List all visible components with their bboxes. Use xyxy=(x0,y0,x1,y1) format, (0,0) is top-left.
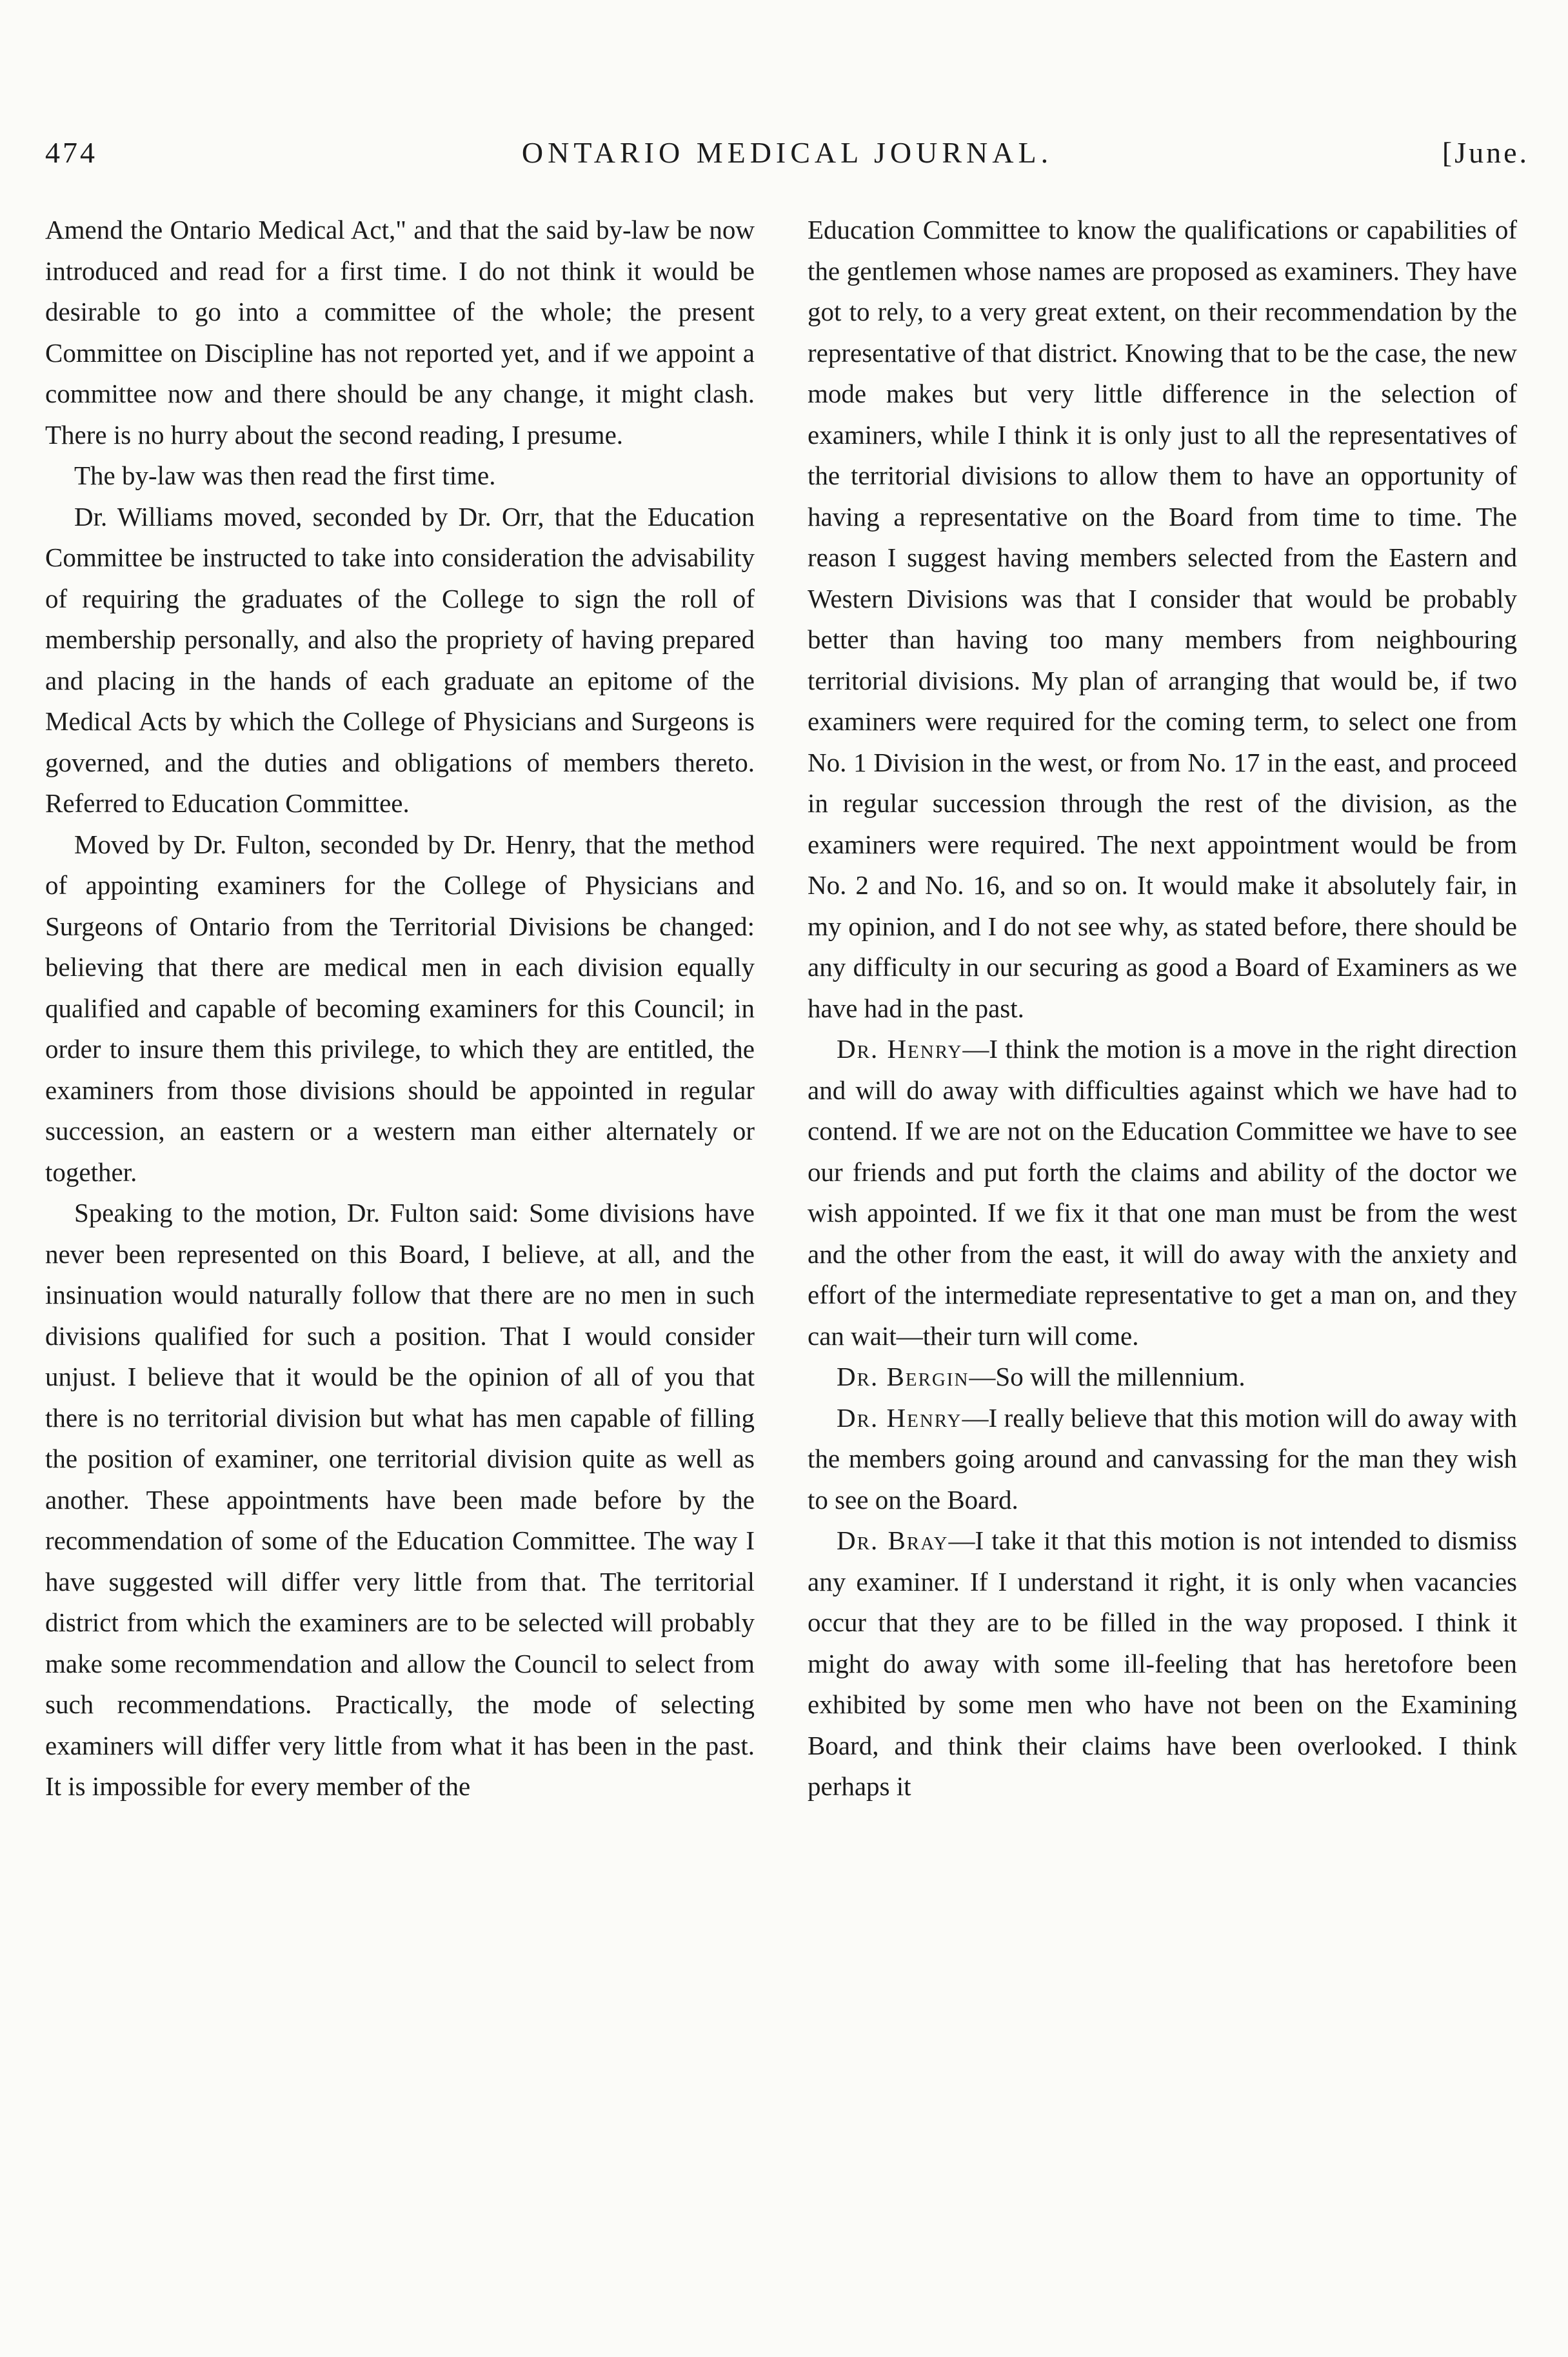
paragraph: Dr. Williams moved, seconded by Dr. Orr, that the Education Committee be instructed to take into consideration the advisability of requiring the graduates of the College to sign the roll of membership personally, and also the propriety of having prepared and placing in the hands of each graduate an epitome of the Medical Acts by which the College of Physicians and Surgeons is governed, and the duties and obligations of members thereto. Referred to Education Committee. xyxy=(45,501,755,818)
paragraph: Amend the Ontario Medical Act," and that the said by-law be now introduced and read for a first time. I do not think it would be desirable to go into a committee of the whole; the present Committee on Discipline has not reported yet, and if we appoint a committee now and there should be any change, it might clash. There is no hurry about the second reading, I presume. xyxy=(45,215,755,450)
speech-text: —I take it that this motion is not intended to dismiss any examiner. If I understand it right, it is only when vacancies occur that they are to be filled in the way proposed. I think it might do away with some ill-feeling that has heretofore been exhibited by some men who have not been on the Examining Board, and think their claims have been overlooked. I think perhaps it xyxy=(808,1526,1517,1801)
speech-paragraph xyxy=(808,1029,1517,1357)
journal-title: ONTARIO MEDICAL JOURNAL. xyxy=(521,136,1053,169)
paragraph: The by-law was then read the first time. xyxy=(74,461,496,490)
page-number: 474 xyxy=(45,136,97,169)
speech-text: —I think the motion is a move in the right direction and will do away with difficulties against which we have had to contend. If we are not on the Education Committee we have to see our friends and put forth the claims and ability of the doctor we wish appointed. If we fix it that one man must be from the west and the other from the east, it will do away with the anxiety and effort of the intermediate representative to get a man on, and they can wait—their turn will come. xyxy=(808,1034,1518,1351)
running-header xyxy=(45,135,1529,187)
issue-month: [June. xyxy=(1442,136,1529,169)
speaker-name: Dr. Bergin xyxy=(837,1362,969,1391)
paragraph: Speaking to the motion, Dr. Fulton said: Some divisions have never been represented on this Board, I believe, at all, and the insinuation would naturally follow that there are no men in such divisions qualified for such a position. That I would consider unjust. I believe that it would be the opinion of all of you that there is no territorial division but what has men capable of filling the position of examiner, one territorial division quite as well as another. These appointments have been made before by the recommendation of some of the Education Committee. The way I have suggested will differ very little from that. The territorial district from which the examiners are to be selected will probably make some recommendation and allow the Council to select from such recommendations. Practically, the mode of selecting examiners will differ very little from what it has been in the past. It is impossible for every member of the xyxy=(45,1198,755,1801)
speech-paragraph xyxy=(808,1357,1517,1398)
speaker-name: Dr. Bray xyxy=(837,1526,949,1555)
speech-paragraph xyxy=(808,1520,1517,1807)
left-column xyxy=(45,210,755,1807)
speaker-name: Dr. Henry xyxy=(837,1402,962,1433)
speech-text: —So will the millennium. xyxy=(969,1362,1245,1391)
speech-paragraph xyxy=(808,1398,1517,1521)
paragraph: Education Committee to know the qualifications or capabilities of the gentlemen whose names are proposed as examiners. They have got to rely, to a very great extent, on their recommendation by the representative of that district. Knowing that to be the case, the new mode makes but very little difference in the selection of examiners, while I think it is only just to all the representatives of the territorial divisions to allow them to have an opportunity of having a representative on the Board from time to time. The reason I suggest having members selected from the Eastern and Western Divisions was that I consider that would be probably better than having too many members from neighbouring territorial divisions. My plan of arranging that would be, if two examiners were required for the coming term, to select one from No. 1 Division in the west, or from No. 17 in the east, and proceed in regular succession through the rest of the division, as the examiners were required. The next appointment would be from No. 2 and No. 16, and so on. It would make it absolutely fair, in my opinion, and I do not see why, as stated before, there should be any difficulty in our securing as good a Board of Examiners as we have had in the past. xyxy=(808,215,1517,1023)
speaker-name: Dr. Henry xyxy=(837,1034,963,1064)
speech-text: —I really believe that this motion will do away with the members going around and canvassing for the man they wish to see on the Board. xyxy=(808,1402,1517,1515)
paragraph: Moved by Dr. Fulton, seconded by Dr. Henry, that the method of appointing examiners for the College of Physicians and Surgeons of Ontario from the Territorial Divisions be changed: believing that there are medical men in each division equally qualified and capable of becoming examiners for this Council; in order to insure them this privilege, to which they are entitled, the examiners from those divisions should be appointed in regular succession, an eastern or a western man either alternately or together. xyxy=(45,829,755,1187)
right-column xyxy=(808,210,1517,1807)
